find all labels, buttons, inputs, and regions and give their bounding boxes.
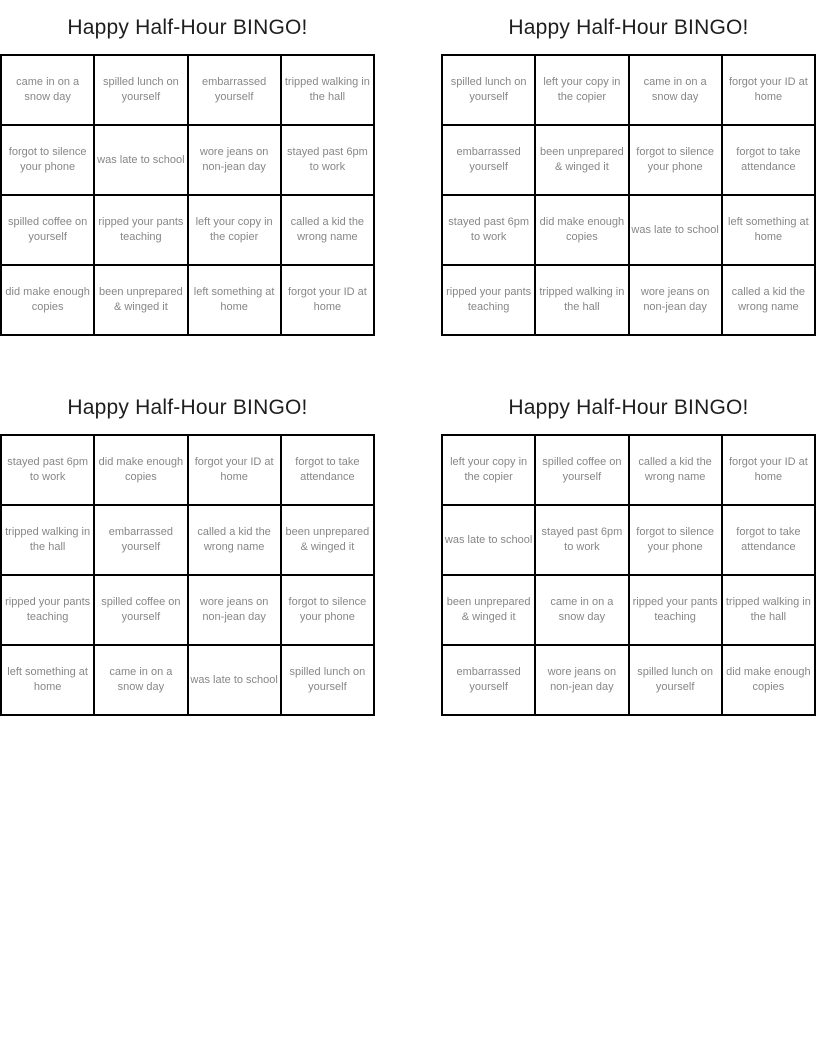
bingo-card-2 bbox=[441, 0, 816, 340]
bingo-cell: wore jeans on non-jean day bbox=[629, 265, 722, 335]
bingo-cell: was late to school bbox=[629, 195, 722, 265]
grid-row bbox=[1, 125, 374, 195]
grid-row bbox=[442, 55, 815, 125]
bingo-cell: stayed past 6pm to work bbox=[442, 195, 535, 265]
bingo-cell: forgot to take attendance bbox=[722, 125, 815, 195]
bingo-cell: was late to school bbox=[442, 505, 535, 575]
bingo-cell: did make enough copies bbox=[722, 645, 815, 715]
grid-row bbox=[442, 505, 815, 575]
bingo-cell: did make enough copies bbox=[535, 195, 628, 265]
bingo-cell: called a kid the wrong name bbox=[629, 435, 722, 505]
bingo-cell: ripped your pants teaching bbox=[94, 195, 187, 265]
bingo-cell: been unprepared & winged it bbox=[281, 505, 374, 575]
bingo-cell: spilled coffee on yourself bbox=[535, 435, 628, 505]
bingo-cell: embarrassed yourself bbox=[188, 55, 281, 125]
bingo-cell: spilled lunch on yourself bbox=[442, 55, 535, 125]
bingo-cell: forgot to take attendance bbox=[281, 435, 374, 505]
bingo-cell: been unprepared & winged it bbox=[535, 125, 628, 195]
grid-row bbox=[442, 125, 815, 195]
bingo-cell: spilled lunch on yourself bbox=[629, 645, 722, 715]
bingo-cell: embarrassed yourself bbox=[94, 505, 187, 575]
bingo-cell: spilled coffee on yourself bbox=[1, 195, 94, 265]
bingo-cell: spilled lunch on yourself bbox=[94, 55, 187, 125]
card-title: Happy Half-Hour BINGO! bbox=[67, 396, 308, 419]
bingo-cell: wore jeans on non-jean day bbox=[188, 125, 281, 195]
bingo-cell: ripped your pants teaching bbox=[442, 265, 535, 335]
bingo-cell: forgot your ID at home bbox=[722, 435, 815, 505]
bingo-cell: stayed past 6pm to work bbox=[281, 125, 374, 195]
bingo-cell: did make enough copies bbox=[94, 435, 187, 505]
bingo-cell: wore jeans on non-jean day bbox=[535, 645, 628, 715]
bingo-card-1 bbox=[0, 0, 375, 340]
bingo-grid bbox=[441, 54, 816, 336]
bingo-cell: tripped walking in the hall bbox=[281, 55, 374, 125]
bingo-cell: left something at home bbox=[722, 195, 815, 265]
bingo-cell: ripped your pants teaching bbox=[1, 575, 94, 645]
bingo-cell: left your copy in the copier bbox=[442, 435, 535, 505]
bingo-cell: came in on a snow day bbox=[1, 55, 94, 125]
grid-row bbox=[442, 645, 815, 715]
grid-row bbox=[442, 195, 815, 265]
bingo-cell: left something at home bbox=[188, 265, 281, 335]
card-title: Happy Half-Hour BINGO! bbox=[508, 396, 749, 419]
bingo-cell: tripped walking in the hall bbox=[722, 575, 815, 645]
bingo-cell: embarrassed yourself bbox=[442, 645, 535, 715]
bingo-cell: forgot to silence your phone bbox=[1, 125, 94, 195]
bingo-cell: spilled coffee on yourself bbox=[94, 575, 187, 645]
grid-row bbox=[1, 435, 374, 505]
grid-row bbox=[1, 195, 374, 265]
bingo-cell: left your copy in the copier bbox=[188, 195, 281, 265]
bingo-cell: forgot to silence your phone bbox=[629, 505, 722, 575]
grid-row bbox=[1, 575, 374, 645]
bingo-cell: ripped your pants teaching bbox=[629, 575, 722, 645]
card-title: Happy Half-Hour BINGO! bbox=[67, 16, 308, 39]
bingo-cell: tripped walking in the hall bbox=[1, 505, 94, 575]
bingo-cell: forgot to take attendance bbox=[722, 505, 815, 575]
bingo-cell: forgot your ID at home bbox=[722, 55, 815, 125]
grid-row bbox=[1, 505, 374, 575]
bingo-cell: was late to school bbox=[188, 645, 281, 715]
bingo-card-3 bbox=[0, 380, 375, 720]
card-title: Happy Half-Hour BINGO! bbox=[508, 16, 749, 39]
bingo-cell: did make enough copies bbox=[1, 265, 94, 335]
grid-row bbox=[442, 575, 815, 645]
bingo-cell: stayed past 6pm to work bbox=[1, 435, 94, 505]
bingo-cell: called a kid the wrong name bbox=[722, 265, 815, 335]
bingo-cell: forgot to silence your phone bbox=[629, 125, 722, 195]
bingo-cell: left something at home bbox=[1, 645, 94, 715]
bingo-cell: came in on a snow day bbox=[535, 575, 628, 645]
bingo-cell: left your copy in the copier bbox=[535, 55, 628, 125]
bingo-cell: tripped walking in the hall bbox=[535, 265, 628, 335]
bingo-cell: spilled lunch on yourself bbox=[281, 645, 374, 715]
bingo-cell: wore jeans on non-jean day bbox=[188, 575, 281, 645]
bingo-cell: called a kid the wrong name bbox=[188, 505, 281, 575]
bingo-cell: forgot your ID at home bbox=[188, 435, 281, 505]
bingo-card-4 bbox=[441, 380, 816, 720]
grid-row bbox=[442, 435, 815, 505]
bingo-grid bbox=[0, 434, 375, 716]
grid-row bbox=[442, 265, 815, 335]
bingo-grid bbox=[441, 434, 816, 716]
bingo-grid bbox=[0, 54, 375, 336]
bingo-cell: called a kid the wrong name bbox=[281, 195, 374, 265]
bingo-cell: was late to school bbox=[94, 125, 187, 195]
bingo-cell: embarrassed yourself bbox=[442, 125, 535, 195]
grid-row bbox=[1, 645, 374, 715]
bingo-cell: forgot your ID at home bbox=[281, 265, 374, 335]
grid-row bbox=[1, 55, 374, 125]
bingo-cell: forgot to silence your phone bbox=[281, 575, 374, 645]
bingo-cell: stayed past 6pm to work bbox=[535, 505, 628, 575]
bingo-cell: came in on a snow day bbox=[629, 55, 722, 125]
bingo-cell: been unprepared & winged it bbox=[442, 575, 535, 645]
bingo-cell: been unprepared & winged it bbox=[94, 265, 187, 335]
bingo-cell: came in on a snow day bbox=[94, 645, 187, 715]
grid-row bbox=[1, 265, 374, 335]
